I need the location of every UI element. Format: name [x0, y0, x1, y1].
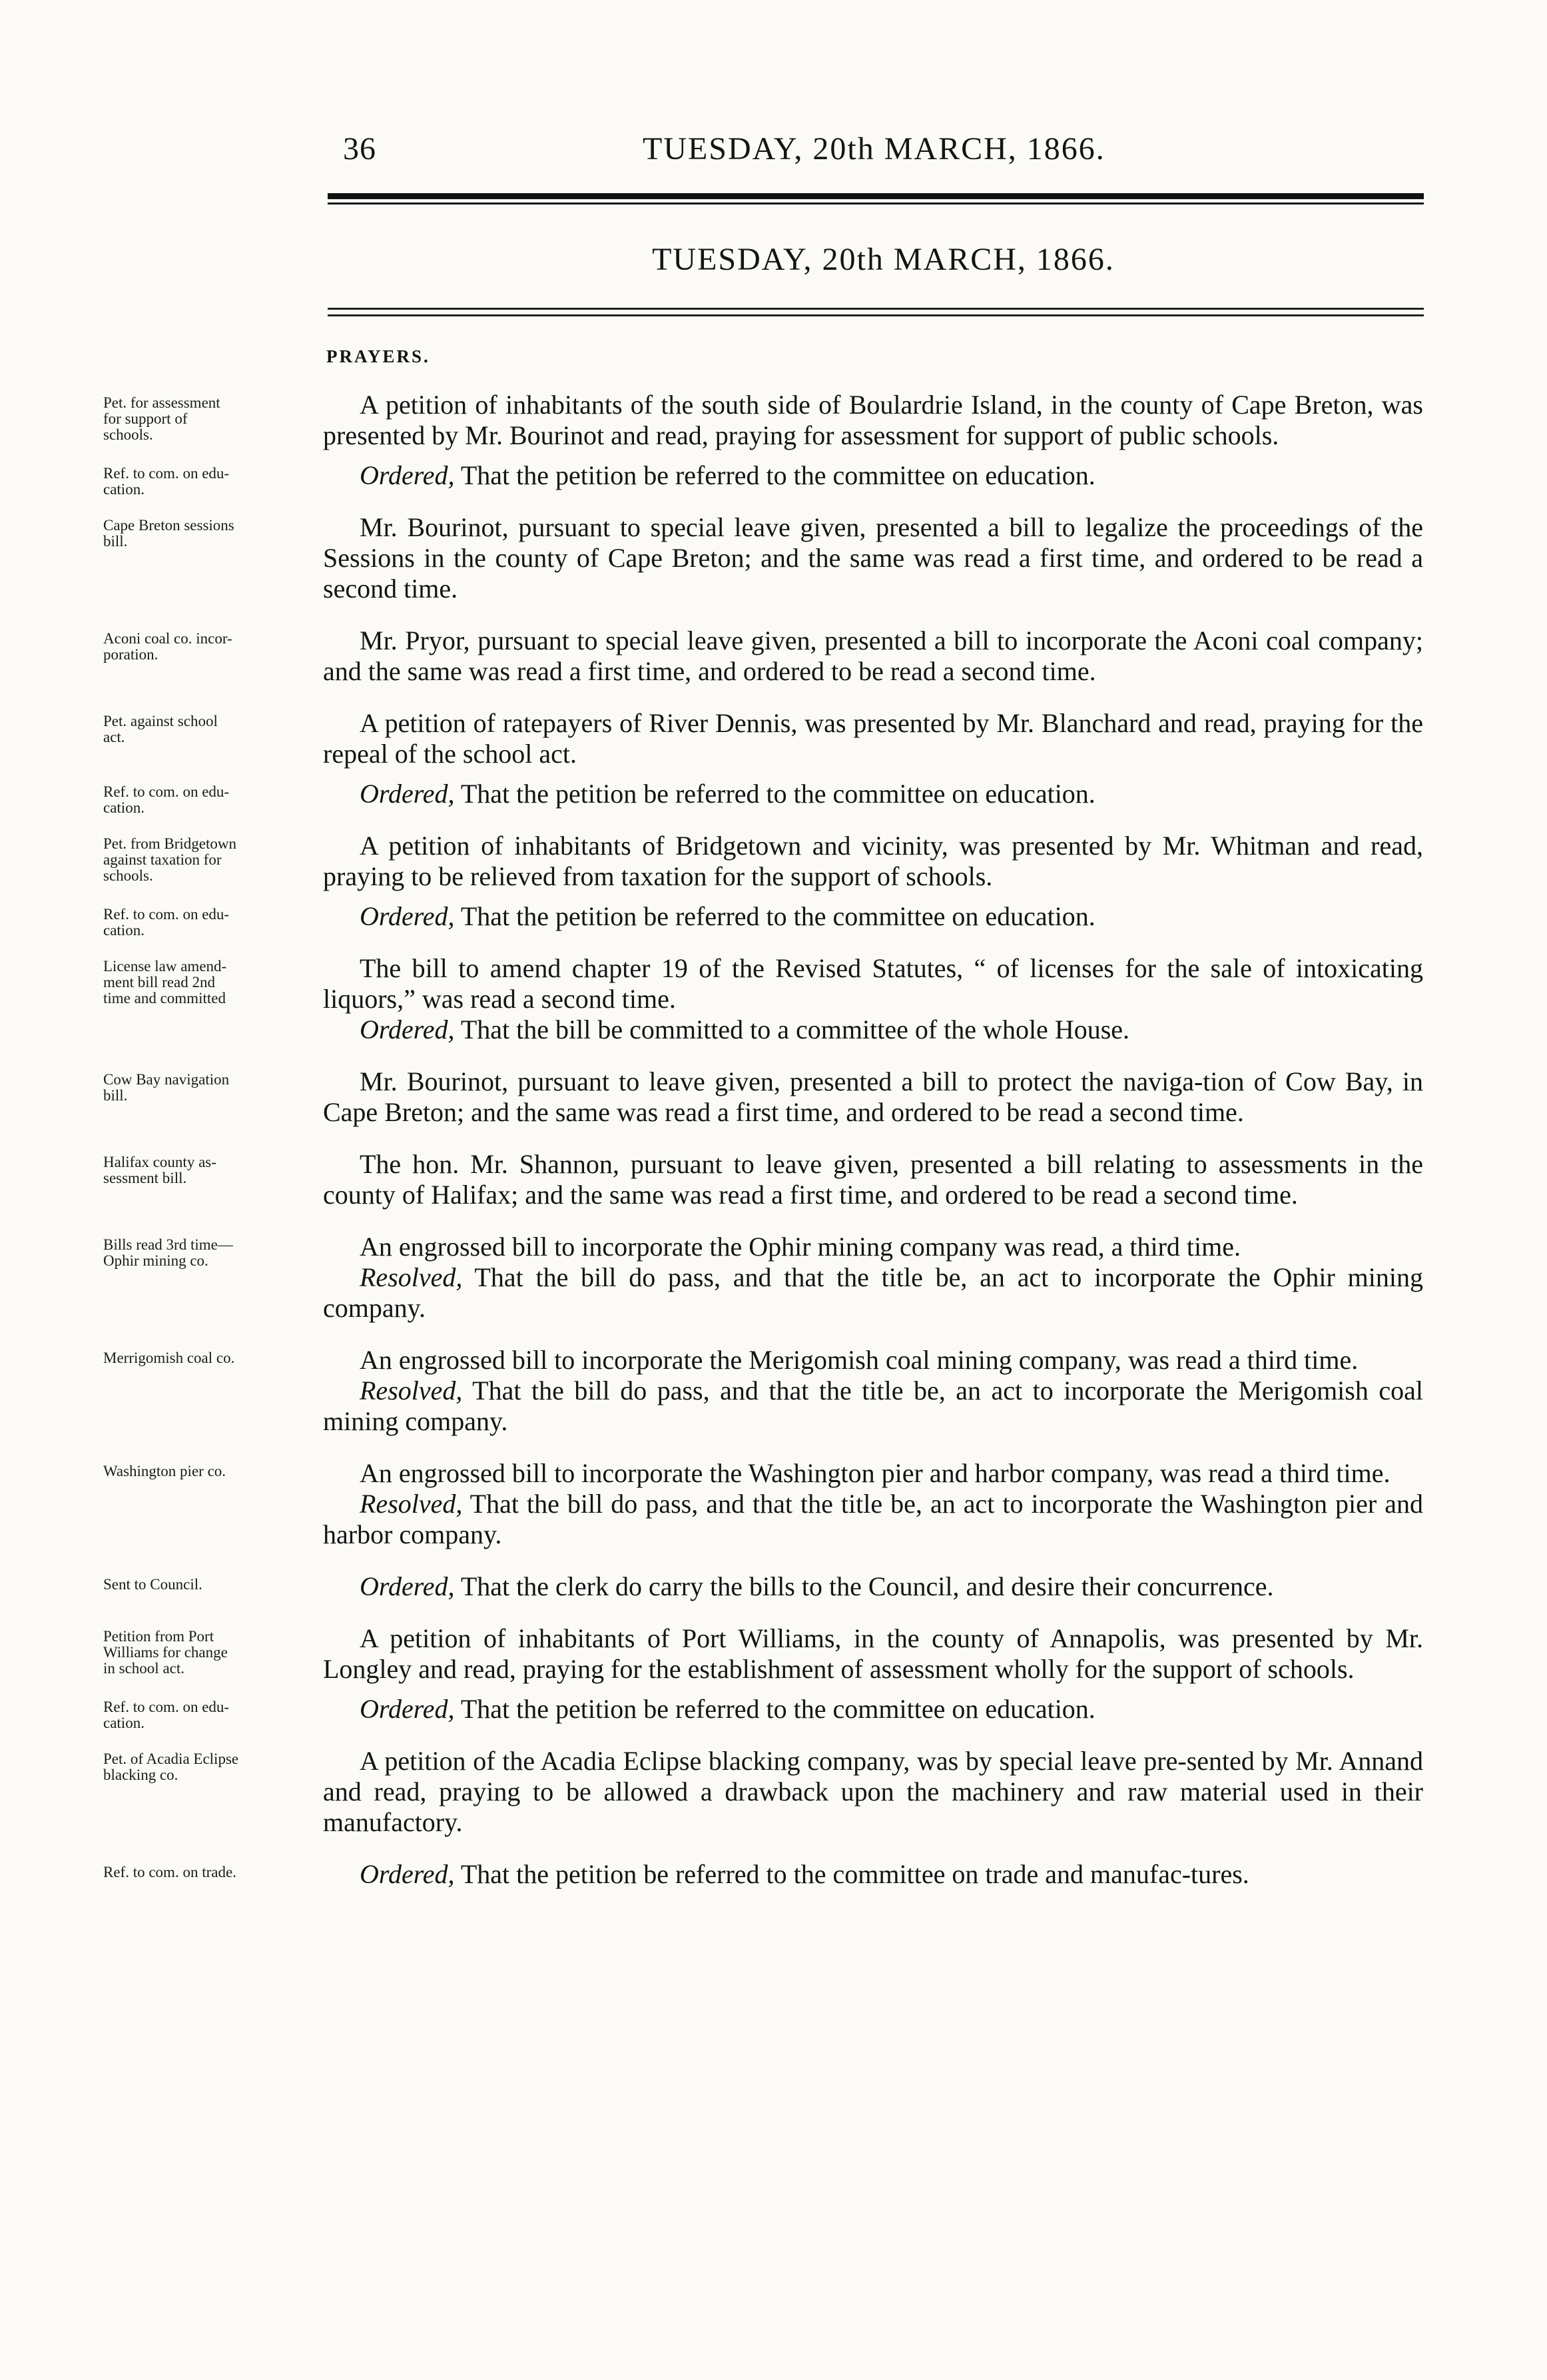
- journal-entry: [0, 1571, 1547, 1602]
- paragraph-lead: Ordered,: [360, 779, 455, 809]
- paragraph-lead: Resolved,: [360, 1489, 463, 1519]
- paragraph-lead: Ordered,: [360, 1694, 455, 1724]
- entry-body: [323, 1746, 1423, 1838]
- paragraph-lead: Ordered,: [360, 1571, 455, 1601]
- margin-note: Pet. for assessment for support of schools.: [103, 394, 220, 443]
- journal-entry: [0, 1345, 1547, 1437]
- journal-entry: [0, 1694, 1547, 1731]
- paragraph-lead: Resolved,: [360, 1262, 463, 1292]
- paragraph-text: A petition of ratepayers of River Dennis, was presented by Mr. Blanchard and read, praying for the repeal of the school act.: [323, 708, 1423, 769]
- entry-paragraph: [323, 1489, 1423, 1550]
- paragraph-text: The bill to amend chapter 19 of the Revised Statutes, “ of licenses for the sale of intoxicating liquors,” was read a second time.: [323, 953, 1423, 1014]
- entry-body: [323, 1232, 1423, 1324]
- entry-body: [323, 512, 1423, 604]
- paragraph-text: That the petition be referred to the committee on education.: [454, 460, 1095, 490]
- journal-entry: [0, 460, 1547, 498]
- journal-entry: [0, 831, 1547, 892]
- journal-entry: [0, 779, 1547, 816]
- paragraph-lead: Ordered,: [360, 460, 455, 490]
- margin-note: Bills read 3rd time— Ophir mining co.: [103, 1236, 233, 1269]
- journal-entry: [0, 901, 1547, 939]
- entry-paragraph: [323, 460, 1423, 491]
- paragraph-text: That the bill do pass, and that the title be, an act to incorporate the Ophir mining company.: [323, 1262, 1423, 1323]
- entry-paragraph: [323, 1014, 1423, 1045]
- margin-note: Pet. of Acadia Eclipse blacking co.: [103, 1751, 239, 1783]
- header-rule-thick: [328, 193, 1424, 199]
- entry-paragraph: [323, 625, 1423, 687]
- journal-entry: [0, 1623, 1547, 1685]
- entry-paragraph: [323, 953, 1423, 1014]
- journal-entry: [0, 708, 1547, 769]
- margin-note: License law amend- ment bill read 2nd time and committed: [103, 958, 227, 1006]
- entry-body: [323, 460, 1423, 491]
- entry-paragraph: [323, 1066, 1423, 1128]
- margin-note: Merrigomish coal co.: [103, 1350, 235, 1366]
- prayers-heading: PRAYERS.: [326, 346, 430, 366]
- margin-note: Sent to Council.: [103, 1576, 202, 1593]
- paragraph-text: That the clerk do carry the bills to the Council, and desire their concurrence.: [454, 1571, 1274, 1601]
- margin-note: Pet. from Bridgetown against taxation for schools.: [103, 835, 236, 884]
- entry-paragraph: [323, 901, 1423, 932]
- entry-paragraph: [323, 1623, 1423, 1685]
- journal-entry: [0, 512, 1547, 604]
- margin-note: Ref. to com. on edu- cation.: [103, 783, 230, 816]
- entry-body: [323, 708, 1423, 769]
- margin-note: Ref. to com. on edu- cation.: [103, 1699, 230, 1731]
- entry-body: [323, 1345, 1423, 1437]
- journal-entry: [0, 625, 1547, 687]
- margin-note: Washington pier co.: [103, 1463, 226, 1479]
- entry-body: [323, 1066, 1423, 1128]
- entry-paragraph: [323, 1571, 1423, 1602]
- entry-paragraph: [323, 1149, 1423, 1210]
- entry-paragraph: [323, 512, 1423, 604]
- paragraph-lead: Ordered,: [360, 1014, 455, 1044]
- margin-note: Halifax county as- sessment bill.: [103, 1154, 216, 1186]
- entry-body: [323, 901, 1423, 932]
- page-number: 36: [343, 131, 376, 167]
- journal-entries: [0, 390, 1547, 1911]
- date-heading: TUESDAY, 20th MARCH, 1866.: [652, 242, 1115, 277]
- paragraph-text: That the bill be committed to a committee of the whole House.: [454, 1014, 1130, 1044]
- margin-note: Ref. to com. on edu- cation.: [103, 906, 230, 939]
- entry-body: [323, 779, 1423, 809]
- entry-body: [323, 1571, 1423, 1602]
- paragraph-text: Mr. Pryor, pursuant to special leave given, presented a bill to incorporate the Aconi coal company; and the same was read a first time, and ordered to be read a second time.: [323, 625, 1423, 686]
- entry-paragraph: [323, 390, 1423, 451]
- entry-body: [323, 1458, 1423, 1550]
- entry-body: [323, 1149, 1423, 1210]
- entry-body: [323, 625, 1423, 687]
- paragraph-text: That the bill do pass, and that the title be, an act to incorporate the Merigomish coal mining company.: [323, 1376, 1423, 1436]
- margin-note: Ref. to com. on trade.: [103, 1864, 236, 1880]
- journal-entry: [0, 1458, 1547, 1550]
- paragraph-text: That the bill do pass, and that the title be, an act to incorporate the Washington pier and harbor company.: [323, 1489, 1423, 1549]
- journal-entry: [0, 1149, 1547, 1210]
- paragraph-text: A petition of inhabitants of Port Williams, in the county of Annapolis, was presented by Mr. Longley and read, praying for the establishment of assessment wholly for the support of schools.: [323, 1623, 1423, 1684]
- header-rule-thin: [328, 202, 1424, 204]
- entry-body: [323, 953, 1423, 1045]
- entry-paragraph: [323, 779, 1423, 809]
- entry-paragraph: [323, 1859, 1423, 1890]
- entry-paragraph: [323, 831, 1423, 892]
- paragraph-text: That the petition be referred to the committee on education.: [454, 779, 1095, 809]
- paragraph-text: A petition of the Acadia Eclipse blacking company, was by special leave pre-sented by Mr. Annand and read, praying to be allowed a drawback upon the machinery and raw material used in their manufactory.: [323, 1746, 1423, 1837]
- margin-note: Petition from Port Williams for change in school act.: [103, 1628, 228, 1677]
- paragraph-text: The hon. Mr. Shannon, pursuant to leave given, presented a bill relating to assessments in the county of Halifax; and the same was read a first time, and ordered to be read a second time.: [323, 1149, 1423, 1210]
- date-rule-upper: [328, 308, 1424, 310]
- date-rule-lower: [328, 314, 1424, 316]
- journal-entry: [0, 1859, 1547, 1890]
- entry-paragraph: [323, 1262, 1423, 1324]
- entry-body: [323, 1694, 1423, 1725]
- running-head: [0, 131, 1547, 177]
- entry-body: [323, 1859, 1423, 1890]
- entry-paragraph: [323, 1458, 1423, 1489]
- paragraph-text: An engrossed bill to incorporate the Ophir mining company was read, a third time.: [360, 1232, 1241, 1262]
- entry-paragraph: [323, 1376, 1423, 1437]
- paragraph-text: A petition of inhabitants of Bridgetown and vicinity, was presented by Mr. Whitman and read, praying to be relieved from taxation for the support of schools.: [323, 831, 1423, 891]
- paragraph-text: That the petition be referred to the committee on education.: [454, 1694, 1095, 1724]
- paragraph-text: An engrossed bill to incorporate the Merigomish coal mining company, was read a third time.: [360, 1345, 1359, 1375]
- running-title: TUESDAY, 20th MARCH, 1866.: [643, 131, 1105, 167]
- journal-entry: [0, 953, 1547, 1045]
- paragraph-text: A petition of inhabitants of the south side of Boulardrie Island, in the county of Cape Breton, was presented by Mr. Bourinot and read, praying for assessment for support of public schools.: [323, 390, 1423, 450]
- paragraph-text: An engrossed bill to incorporate the Washington pier and harbor company, was read a third time.: [360, 1458, 1391, 1488]
- margin-note: Cape Breton sessions bill.: [103, 517, 234, 550]
- entry-paragraph: [323, 708, 1423, 769]
- margin-note: Pet. against school act.: [103, 713, 218, 745]
- paragraph-lead: Ordered,: [360, 1859, 455, 1889]
- paragraph-text: That the petition be referred to the committee on trade and manufac-tures.: [454, 1859, 1249, 1889]
- paragraph-text: That the petition be referred to the committee on education.: [454, 901, 1095, 931]
- margin-note: Ref. to com. on edu- cation.: [103, 465, 230, 498]
- paragraph-text: Mr. Bourinot, pursuant to leave given, presented a bill to protect the naviga-tion of Cow Bay, in Cape Breton; and the same was read a first time, and ordered to be read a second time.: [323, 1066, 1423, 1127]
- margin-note: Aconi coal co. incor- poration.: [103, 630, 232, 663]
- entry-paragraph: [323, 1694, 1423, 1725]
- journal-entry: [0, 1232, 1547, 1324]
- paragraph-text: Mr. Bourinot, pursuant to special leave given, presented a bill to legalize the proceedings of the Sessions in the county of Cape Breton; and the same was read a first time, and ordered to be read a second time.: [323, 512, 1423, 603]
- journal-entry: [0, 1746, 1547, 1838]
- journal-entry: [0, 1066, 1547, 1128]
- entry-body: [323, 390, 1423, 451]
- entry-paragraph: [323, 1232, 1423, 1262]
- entry-paragraph: [323, 1746, 1423, 1838]
- entry-body: [323, 1623, 1423, 1685]
- paragraph-lead: Ordered,: [360, 901, 455, 931]
- entry-paragraph: [323, 1345, 1423, 1376]
- margin-note: Cow Bay navigation bill.: [103, 1071, 230, 1104]
- journal-entry: [0, 390, 1547, 451]
- paragraph-lead: Resolved,: [360, 1376, 463, 1405]
- entry-body: [323, 831, 1423, 892]
